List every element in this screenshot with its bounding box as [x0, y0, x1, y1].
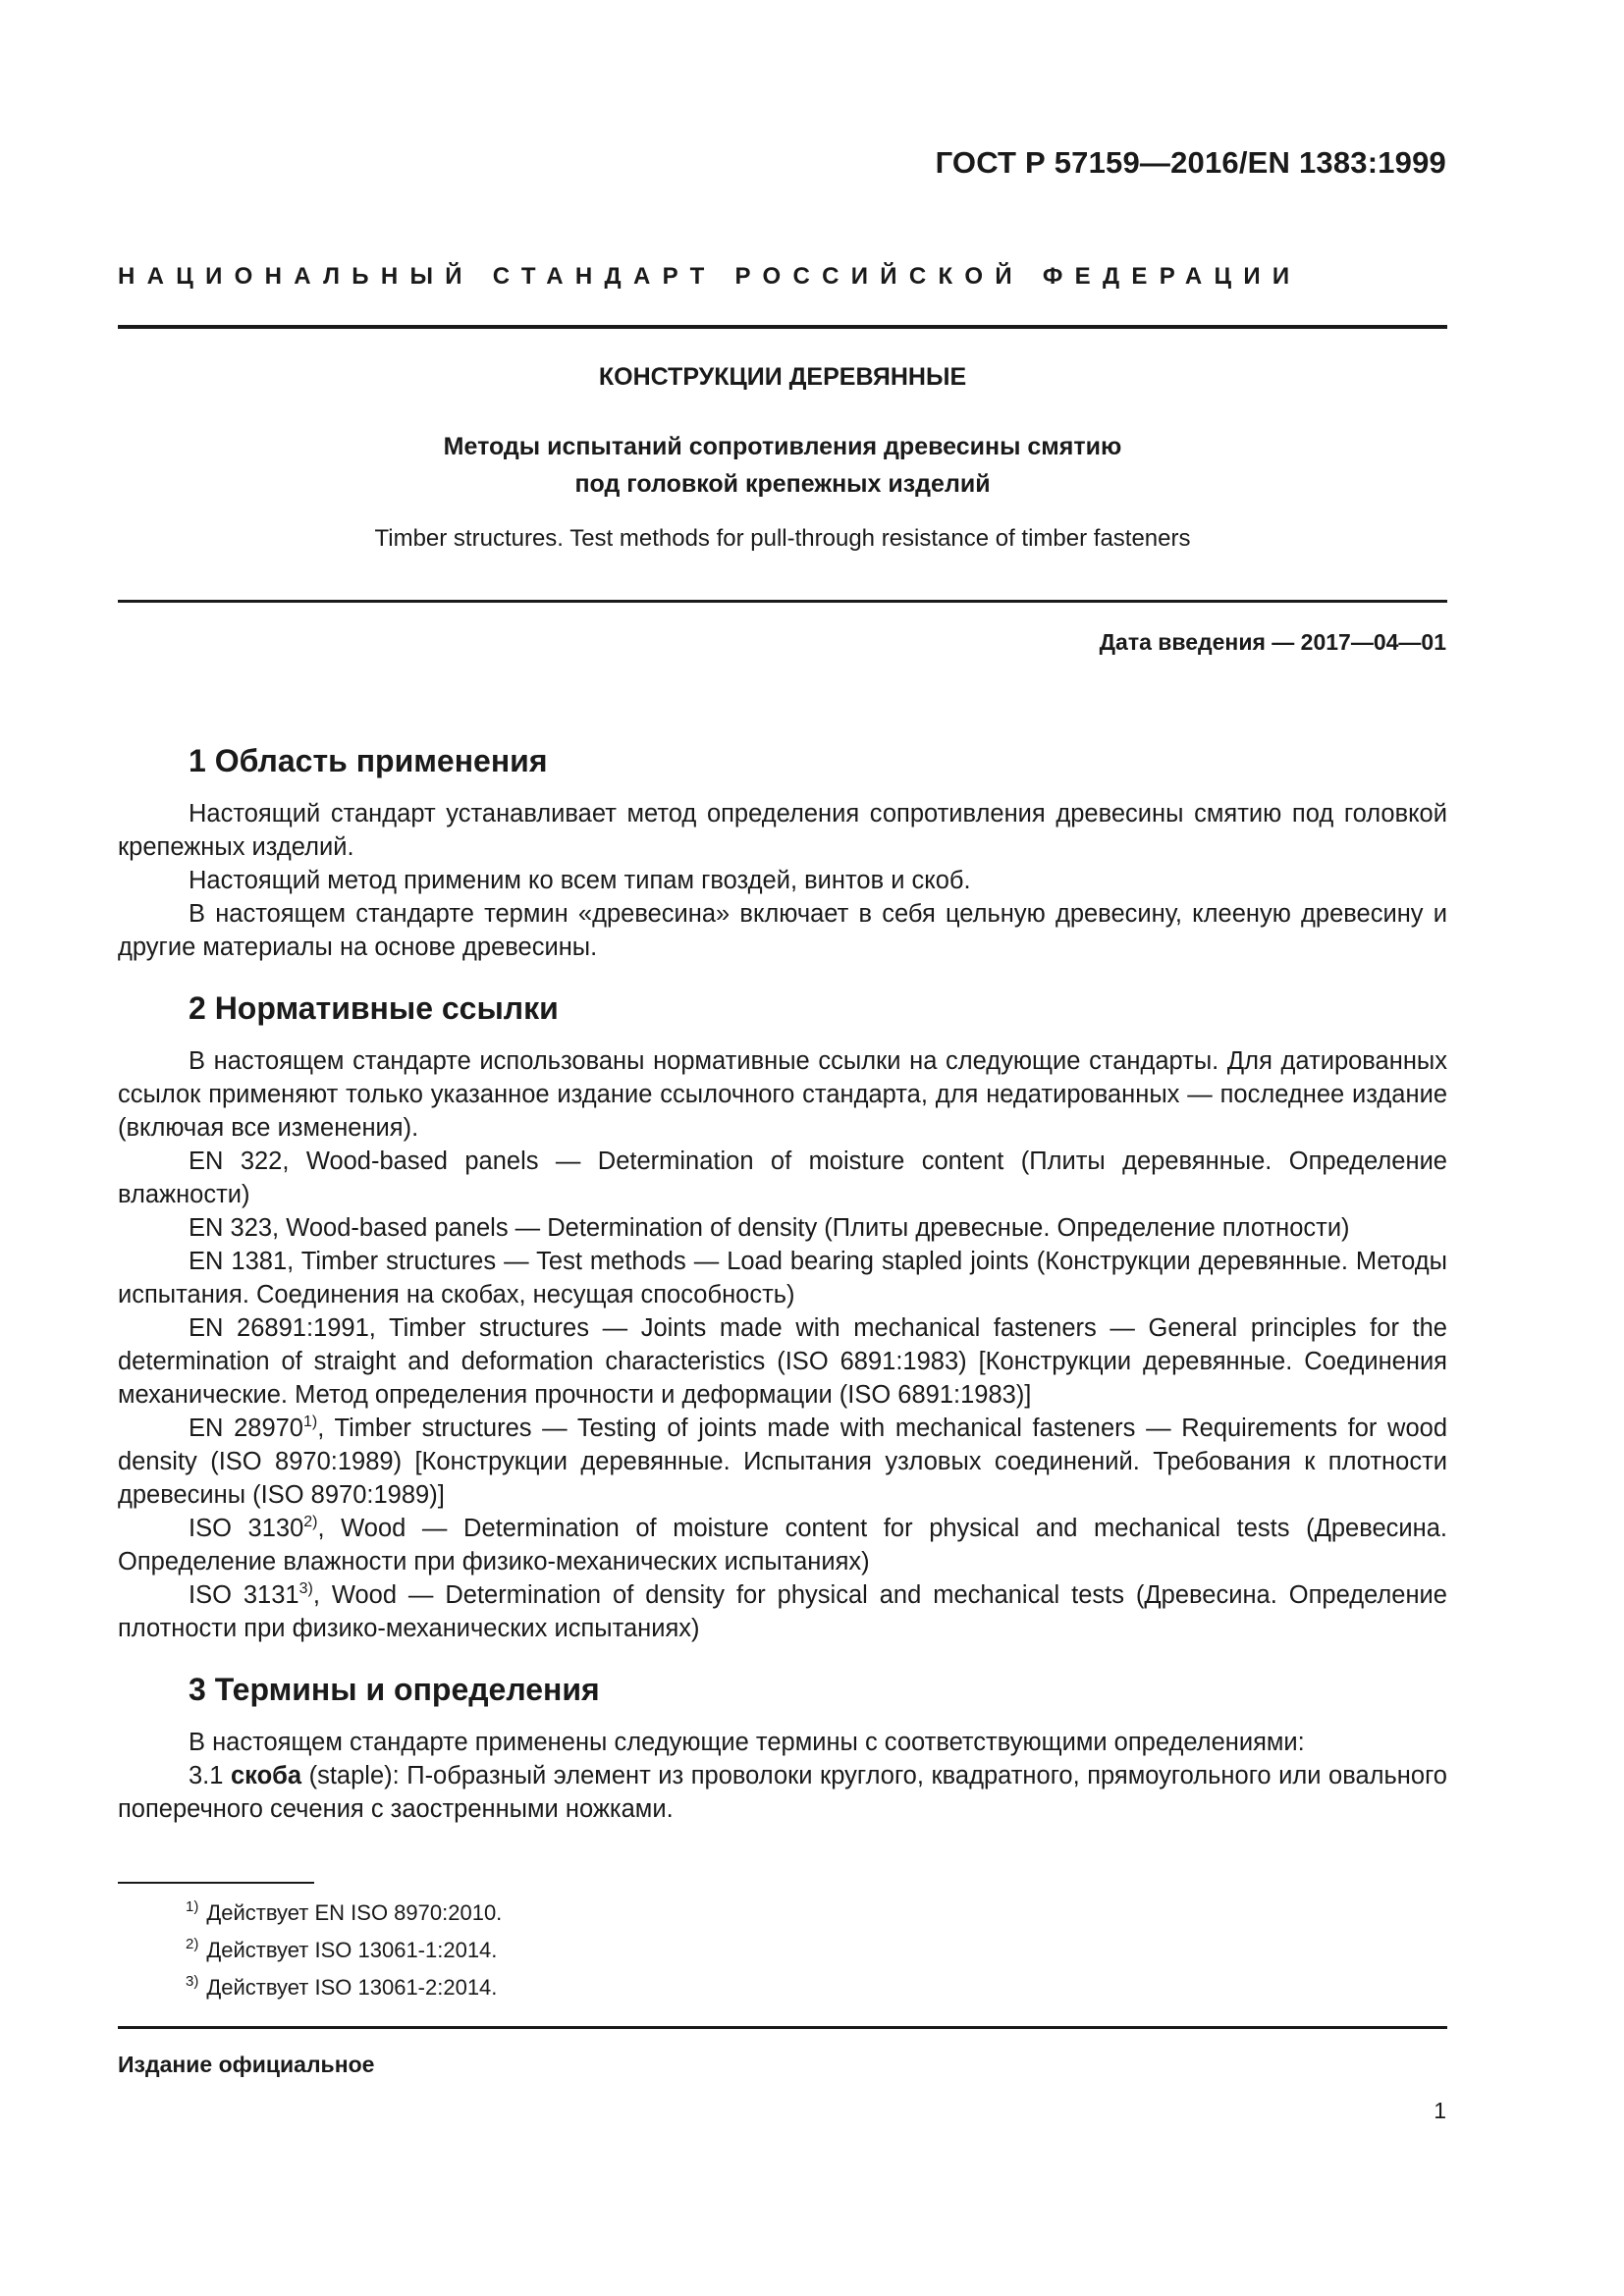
document-title: КОНСТРУКЦИИ ДЕРЕВЯННЫЕ: [598, 363, 967, 391]
page-number: 1: [1434, 2098, 1446, 2123]
section-1-heading: 1 Область применения: [189, 743, 548, 778]
reference-item: [118, 1578, 1447, 1645]
term-definition-text: (staple): П-образный элемент из проволоки круглого, квадратного, прямоугольного или овального поперечного сечения с заостренными ножками.: [118, 1762, 1447, 1823]
official-edition-label: Издание официальное: [118, 2052, 375, 2077]
section-2-paragraph: В настоящем стандарте использованы нормативные ссылки на следующие стандарты. Для датированных ссылок применяют только указанное издание ссылочного стандарта, для недатированных — последнее издание (включая все изменения).: [118, 1047, 1447, 1142]
english-title: Timber structures. Test methods for pull-through resistance of timber fasteners: [374, 525, 1191, 552]
footnote-number: 1): [186, 1898, 199, 1915]
footnote: [186, 1895, 502, 1932]
footnote-mark: 1): [303, 1414, 318, 1430]
footnote-mark: 3): [298, 1580, 313, 1597]
reference-text: , Timber structures — Testing of joints made with mechanical fasteners — Requirements for wood density (ISO 8970:1989) [Конструкции деревянные. Испытания узловых соединений. Требования к плотности древесины (ISO 8970:1989)]: [118, 1415, 1448, 1509]
document-code: ГОСТ Р 57159—2016/EN 1383:1999: [935, 145, 1446, 180]
footnote: [186, 1969, 502, 2006]
title-rule: [118, 600, 1447, 603]
section-1-paragraph: В настоящем стандарте термин «древесина» включает в себя цельную древесину, клееную древесину и другие материалы на основе древесины.: [118, 900, 1447, 961]
subtitle-line-1: Методы испытаний сопротивления древесины смятию: [443, 433, 1122, 460]
section-2-heading: 2 Нормативные ссылки: [189, 990, 559, 1026]
section-3-paragraph: В настоящем стандарте применены следующие термины с соответствующими определениями:: [189, 1729, 1305, 1756]
footnote-separator: [118, 1882, 314, 1884]
footnote-number: 2): [186, 1936, 199, 1952]
subtitle-line-2: под головкой крепежных изделий: [574, 470, 991, 498]
reference-text: , Wood — Determination of moisture content for physical and mechanical tests (Древесина. Определение влажности при физико-механических испытаниях): [118, 1515, 1447, 1575]
section-1-paragraph: Настоящий метод применим ко всем типам гвоздей, винтов и скоб.: [189, 867, 971, 894]
reference-item: EN 323, Wood-based panels — Determination of density (Плиты древесные. Определение плотности): [189, 1214, 1350, 1242]
section-1-paragraph: Настоящий стандарт устанавливает метод определения сопротивления древесины смятию под головкой крепежных изделий.: [118, 800, 1447, 861]
reference-item: [118, 1512, 1447, 1578]
national-standard-banner: НАЦИОНАЛЬНЫЙ СТАНДАРТ РОССИЙСКОЙ ФЕДЕРАЦИИ: [118, 263, 1302, 290]
term-word: скоба: [230, 1762, 302, 1789]
footnote-mark: 2): [303, 1514, 318, 1530]
reference-code: ISO 3130: [189, 1515, 304, 1542]
footnote-text: Действует EN ISO 8970:2010.: [206, 1900, 503, 1925]
reference-item: EN 26891:1991, Timber structures — Joints made with mechanical fasteners — General principles for the determination of straight and deformation characteristics (ISO 6891:1983) [Конструкции деревянные. Соединения механические. Метод определения прочности и деформации (ISO 6891:1983)]: [118, 1314, 1447, 1409]
footnote-text: Действует ISO 13061-1:2014.: [206, 1938, 498, 1962]
reference-code: EN 28970: [189, 1415, 303, 1442]
footnote: [186, 1932, 502, 1969]
footer-rule: [118, 2026, 1447, 2029]
footnote-number: 3): [186, 1973, 199, 1990]
footnote-text: Действует ISO 13061-2:2014.: [206, 1975, 498, 2000]
document-body: [118, 738, 1447, 1826]
reference-text: , Wood — Determination of density for physical and mechanical tests (Древесина. Определение плотности при физико-механических испытаниях): [118, 1581, 1447, 1642]
footnotes: [186, 1895, 502, 2006]
header-rule: [118, 325, 1447, 329]
section-3-heading: 3 Термины и определения: [189, 1672, 600, 1707]
introduction-date: Дата введения — 2017—04—01: [1099, 629, 1446, 655]
reference-code: ISO 3131: [189, 1581, 299, 1609]
reference-item: EN 322, Wood-based panels — Determination of moisture content (Плиты деревянные. Определение влажности): [118, 1148, 1447, 1208]
reference-item: [118, 1412, 1447, 1512]
document-subtitle: [118, 428, 1447, 503]
term-number: 3.1: [189, 1762, 231, 1789]
reference-item: EN 1381, Timber structures — Test methods — Load bearing stapled joints (Конструкции деревянные. Методы испытания. Соединения на скобах, несущая способность): [118, 1248, 1447, 1308]
term-definition: [118, 1759, 1447, 1826]
